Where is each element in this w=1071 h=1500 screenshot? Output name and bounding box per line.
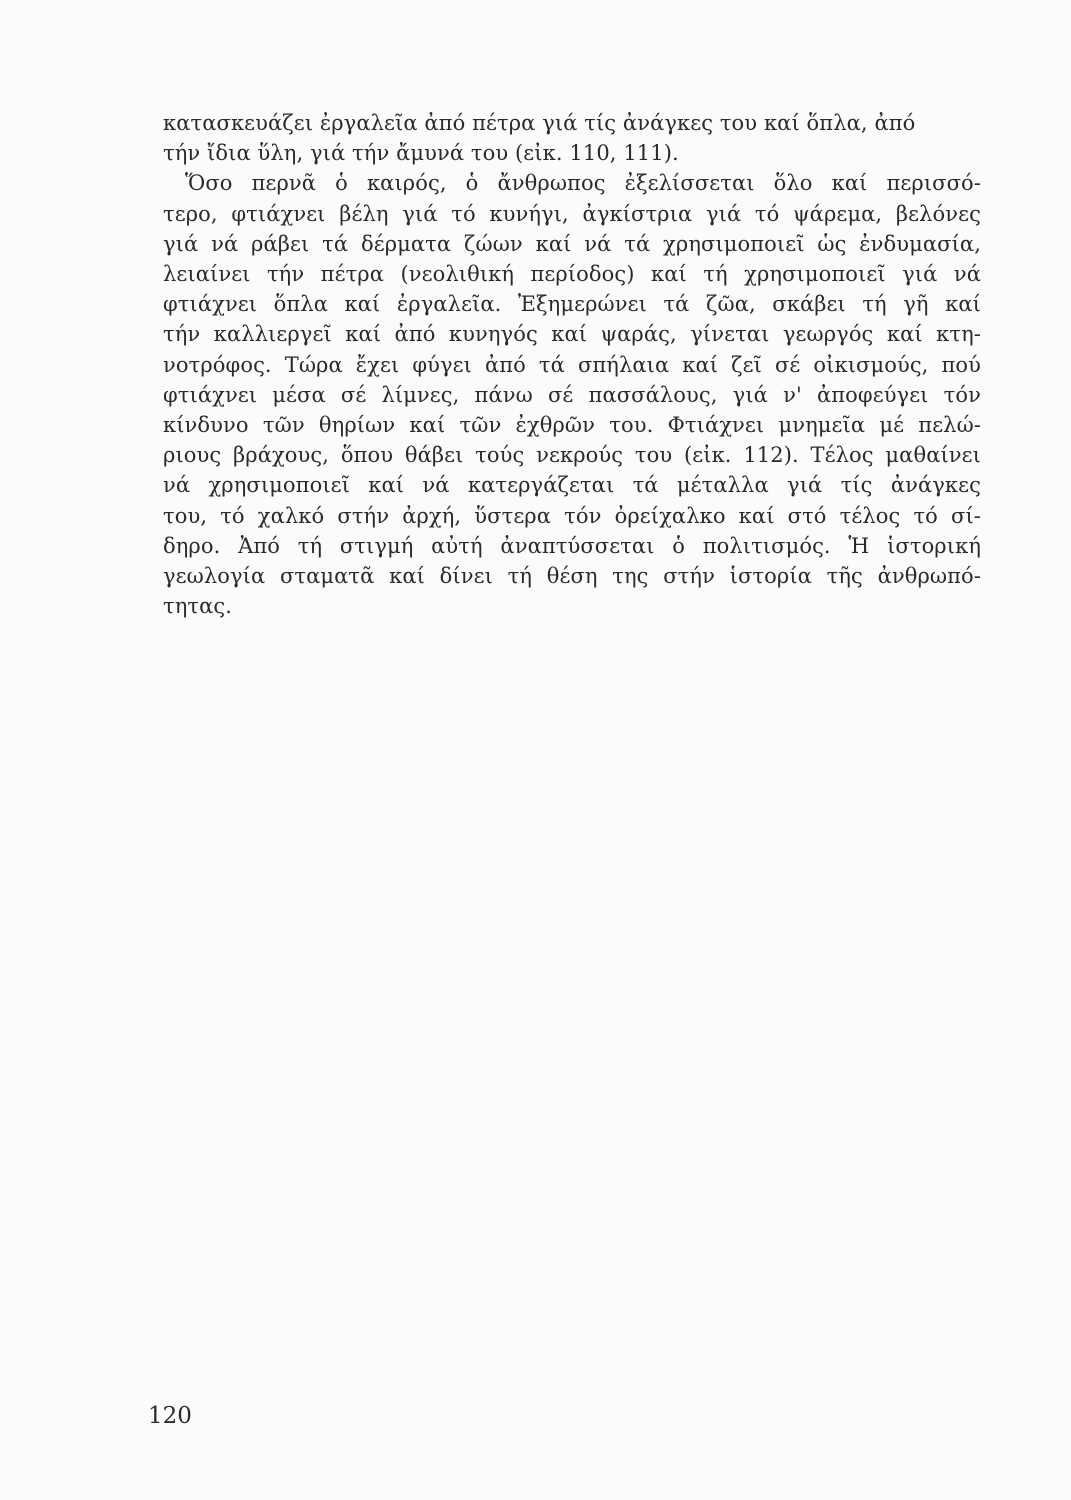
body-text	[163, 108, 981, 621]
text-line: τήν καλλιεργεῖ καί ἀπό κυνηγός καί ψαράς, γίνεται γεωργός καί κτη-	[163, 322, 981, 347]
text-line: τήν ἴδια ὕλη, γιά τήν ἄμυνά του (εἰκ. 110, 111).	[163, 141, 679, 166]
text-line: γεωλογία σταματᾶ καί δίνει τή θέση της στήν ἱστορία τῆς ἀνθρωπό-	[163, 564, 981, 589]
text-line: λειαίνει τήν πέτρα (νεολιθική περίοδος) καί τή χρησιμοποιεῖ γιά νά	[163, 262, 981, 287]
text-line: δηρο. Ἀπό τή στιγμή αὐτή ἀναπτύσσεται ὁ πολιτισμός. Ἡ ἱστορική	[163, 533, 981, 558]
text-line: τερο, φτιάχνει βέλη γιά τό κυνήγι, ἀγκίστρια γιά τό ψάρεμα, βελόνες	[163, 201, 981, 226]
text-line: κατασκευάζει ἐργαλεῖα ἀπό πέτρα γιά τίς ἀνάγκες του καί ὅπλα, ἀπό	[163, 111, 916, 135]
text-line: ριους βράχους, ὅπου θάβει τούς νεκρούς του (εἰκ. 112). Τέλος μαθαίνει	[163, 443, 981, 468]
page-number: 120	[148, 1403, 192, 1429]
text-line: τητας.	[163, 594, 233, 619]
text-line: κίνδυνο τῶν θηρίων καί τῶν ἐχθρῶν του. Φτιάχνει μνημεῖα μέ πελώ-	[163, 413, 981, 438]
text-line: γιά νά ράβει τά δέρματα ζώων καί νά τά χρησιμοποιεῖ ὡς ἐνδυμασία,	[163, 231, 981, 256]
text-line: νοτρόφος. Τώρα ἔχει φύγει ἀπό τά σπήλαια καί ζεῖ σέ οἰκισμούς, πού	[163, 352, 981, 377]
text-line: Ὅσο περνᾶ ὁ καιρός, ὁ ἄνθρωπος ἐξελίσσεται ὅλο καί περισσό-	[185, 171, 981, 196]
text-line: νά χρησιμοποιεῖ καί νά κατεργάζεται τά μέταλλα γιά τίς ἀνάγκες	[163, 473, 981, 498]
text-line: φτιάχνει μέσα σέ λίμνες, πάνω σέ πασσάλους, γιά ν' ἀποφεύγει τόν	[163, 382, 981, 407]
text-line: φτιάχνει ὅπλα καί ἐργαλεῖα. Ἐξημερώνει τά ζῶα, σκάβει τή γῆ καί	[163, 292, 981, 317]
text-line: του, τό χαλκό στήν ἀρχή, ὕστερα τόν ὀρείχαλκο καί στό τέλος τό σί-	[163, 503, 981, 528]
